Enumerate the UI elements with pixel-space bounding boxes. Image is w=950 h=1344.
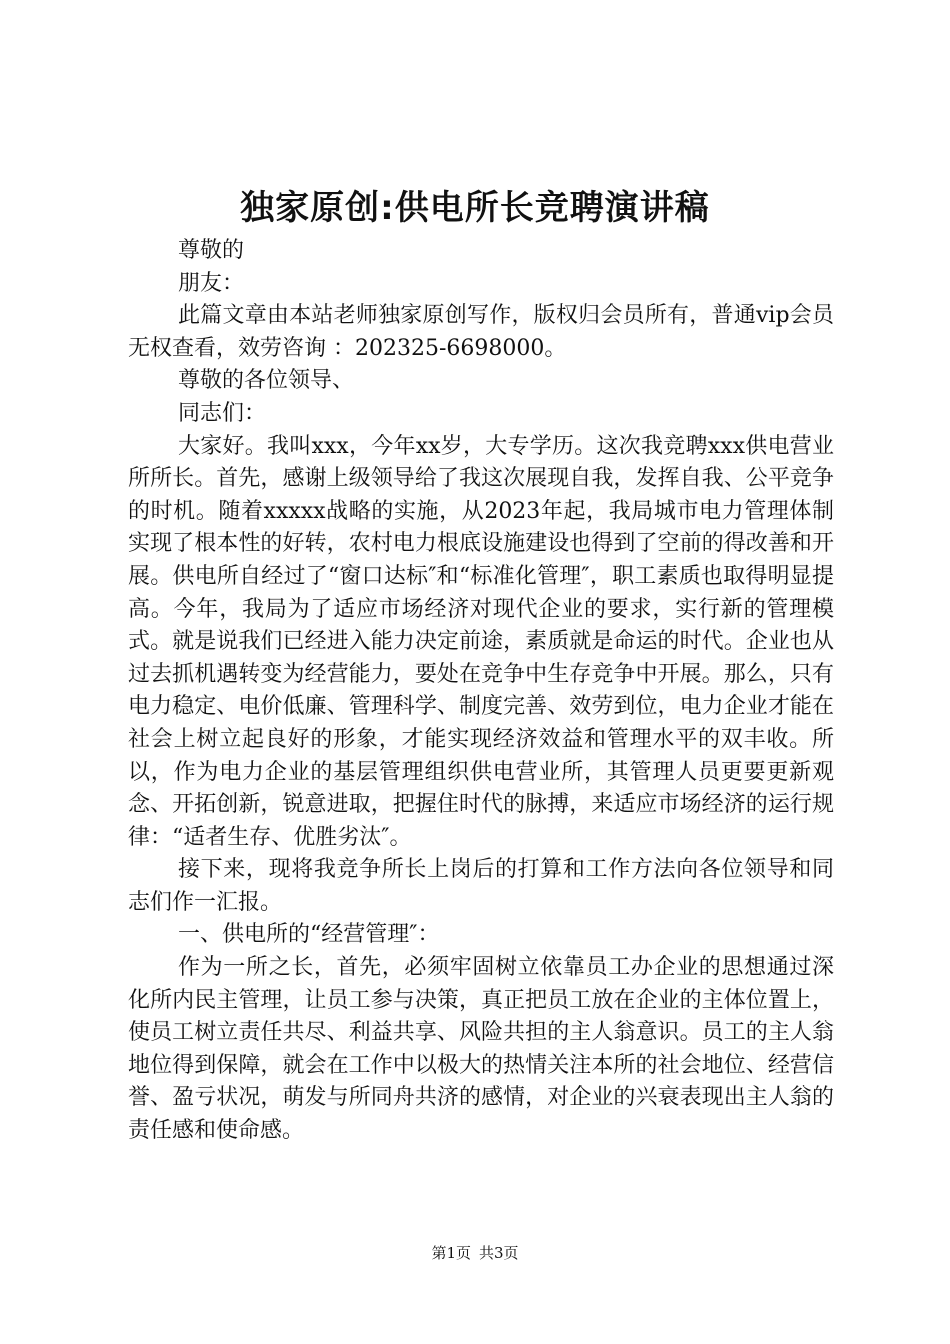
section-heading-1: 一、供电所的“经营管理″：: [178, 922, 440, 948]
paragraph-copyright-notice: 此篇文章由本站老师独家原创写作，版权归会员所有，普通vip会员无权查看，效劳咨询 ：202325-6698000。: [128, 303, 834, 361]
paragraph-introduction: 大家好。我叫xxx，今年xx岁，大专学历。这次我竞聘xxx供电营业所所长。首先，感谢上级领导给了我这次展现自我，发挥自我、公平竞争的时机。随着xxxxx战略的实施，从2023年起，我局城市电力管理体制实现了根本性的好转，农村电力根底设施建设也得到了空前的得改善和开展。供电所自经过了“窗口达标″和“标准化管理″，职工素质也取得明显提高。今年，我局为了适应市场经济对现代企业的要求，实行新的管理模式。就是说我们已经进入能力决定前途，素质就是命运的时代。企业也从过去抓机遇转变为经营能力，要处在竞争中生存竞争中开展。那么，只有电力稳定、电价低廉、管理科学、制度完善、效劳到位，电力企业才能在社会上树立起良好的形象，才能实现经济效益和管理水平的双丰收。所以，作为电力企业的基层管理组织供电营业所，其管理人员更要更新观念、开拓创新，锐意进取，把握住时代的脉搏，来适应市场经济的运行规律：“适者生存、优胜劣汰″。: [128, 433, 834, 850]
paragraph-salutation-2: 朋友：: [178, 270, 245, 296]
paragraph-greeting-1: 尊敬的各位领导、: [178, 368, 355, 394]
paragraph-section-1-body: 作为一所之长，首先，必须牢固树立依靠员工办企业的思想通过深化所内民主管理，让员工参与决策，真正把员工放在企业的主体位置上，使员工树立责任共尽、利益共享、风险共担的主人翁意识。员工的主人翁地位得到保障，就会在工作中以极大的热情关注本所的社会地位、经营信誉、盈亏状况，萌发与所同舟共济的感情，对企业的兴衰表现出主人翁的责任感和使命感。: [128, 955, 834, 1144]
document-title: 独家原创:供电所长竞聘演讲稿: [240, 188, 710, 228]
paragraph-transition: 接下来，现将我竞争所长上岗后的打算和工作方法向各位领导和同志们作一汇报。: [128, 857, 834, 915]
document-body: [128, 235, 834, 1148]
paragraph-greeting-2: 同志们：: [178, 400, 267, 426]
page-footer: [0, 1243, 950, 1263]
page-number-current: 第1页: [431, 1244, 471, 1262]
page-number-total: 共3页: [479, 1244, 519, 1262]
paragraph-salutation-1: 尊敬的: [178, 238, 245, 263]
